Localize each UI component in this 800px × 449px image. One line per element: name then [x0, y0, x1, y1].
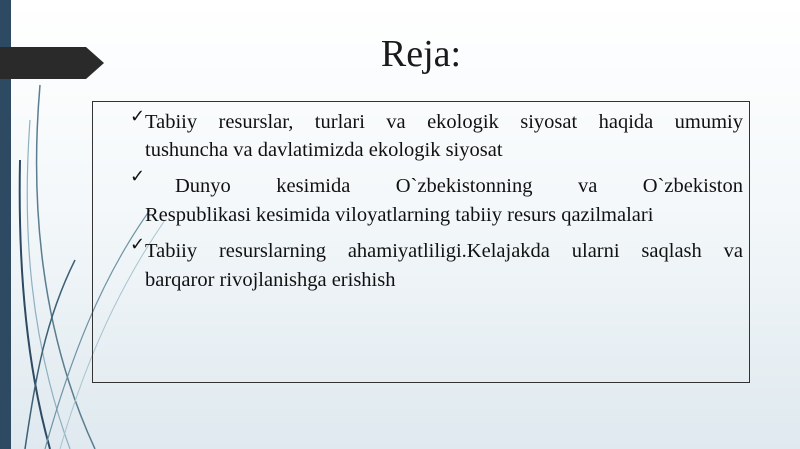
checkmark-icon: ✓: [130, 166, 146, 187]
list-item: [145, 171, 743, 201]
list-item-line: Tabiiy resurslarning ahamiyatliligi.Kelajakda ularni saqlash va: [145, 240, 743, 262]
list-item: [145, 107, 743, 137]
list-item-continuation: [145, 200, 743, 230]
list-item-line: Respublikasi kesimida viloyatlarning tabiiy resurs qazilmalari: [145, 204, 654, 226]
list-item-continuation: [145, 265, 743, 295]
list-item-continuation: [145, 135, 743, 165]
list-item-line: Dunyo kesimida O`zbekistonning va O`zbekiston: [175, 175, 743, 197]
slide-title: Reja:: [380, 33, 462, 75]
list-item: [145, 236, 743, 266]
list-item-line: Tabiiy resurslar, turlari va ekologik siyosat haqida umumiy: [145, 111, 743, 133]
list-item-line: barqaror rivojlanishga erishish: [145, 269, 396, 291]
checkmark-icon: ✓: [130, 106, 146, 127]
checkmark-icon: ✓: [130, 234, 146, 255]
list-item-line: tushuncha va davlatimizda ekologik siyosat: [145, 139, 503, 161]
